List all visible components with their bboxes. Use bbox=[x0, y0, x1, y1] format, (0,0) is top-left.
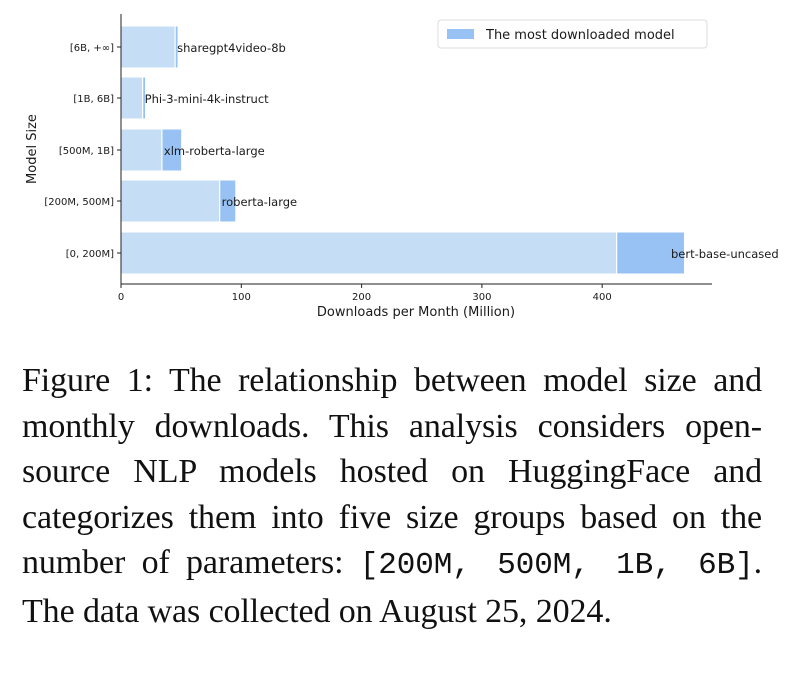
bar-rest-1 bbox=[121, 181, 220, 222]
caption-text: Figure 1: The relationship between model size and monthly downloads. This analysis considers open-source NLP models hosted on HuggingFace and categorizes them into five size groups based on the number of parameters: bbox=[22, 362, 762, 581]
x-tick-label-4: 400 bbox=[592, 292, 612, 303]
bar-label-3: Phi-3-mini-4k-instruct bbox=[144, 92, 269, 106]
bar-label-4: sharegpt4video-8b bbox=[177, 41, 286, 55]
y-tick-label-0: [0, 200M] bbox=[65, 249, 114, 260]
y-tick-label-4: [6B, +∞] bbox=[69, 43, 114, 54]
bar-label-0: bert-base-uncased bbox=[671, 247, 779, 261]
bar-rest-2 bbox=[121, 130, 162, 171]
caption-text-end: . The data was collected on August 25, 2024. bbox=[22, 544, 762, 630]
caption-code: [200M, 500M, 1B, 6B] bbox=[359, 548, 754, 583]
bar-label-2: xlm-roberta-large bbox=[163, 144, 265, 158]
x-tick-label-1: 100 bbox=[231, 292, 251, 303]
x-axis-label: Downloads per Month (Million) bbox=[316, 305, 516, 320]
bar-label-1: roberta-large bbox=[221, 195, 298, 209]
figure-caption bbox=[22, 358, 762, 634]
y-tick-label-1: [200M, 500M] bbox=[44, 197, 114, 208]
y-axis-label: Model Size bbox=[25, 114, 40, 184]
x-tick-label-0: 0 bbox=[117, 292, 125, 303]
x-tick-label-2: 200 bbox=[352, 292, 372, 303]
bar-chart bbox=[0, 0, 800, 330]
bar-rest-0 bbox=[121, 233, 617, 274]
legend-swatch bbox=[447, 29, 474, 39]
x-tick-label-3: 300 bbox=[472, 292, 492, 303]
y-tick-label-3: [1B, 6B] bbox=[73, 94, 114, 105]
bar-rest-4 bbox=[121, 27, 175, 68]
y-tick-label-2: [500M, 1B] bbox=[58, 146, 114, 157]
bar-rest-3 bbox=[121, 78, 143, 119]
chart-area bbox=[0, 0, 800, 330]
legend-label: The most downloaded model bbox=[486, 28, 675, 43]
